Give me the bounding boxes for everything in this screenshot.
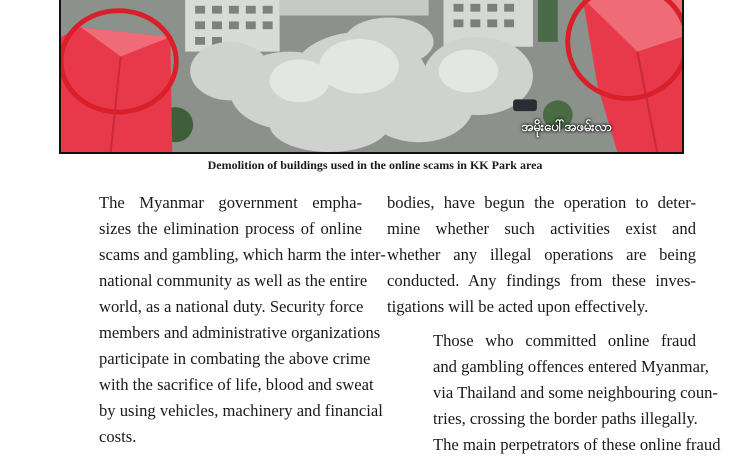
article-column-right xyxy=(387,190,721,458)
photo-credit-watermark: အမိုးပေါ်အဖမ်းလာ xyxy=(521,120,612,135)
text-line: via Thailand and some neighbouring coun- xyxy=(433,383,718,402)
text-line: tries, crossing the border paths illegally. xyxy=(433,409,698,428)
text-line: by using vehicles, machinery and financial xyxy=(99,401,383,420)
text-line: conducted. Any findings from these inves- xyxy=(387,271,696,290)
text-line: members and administrative organizations xyxy=(99,323,381,342)
text-line: sizes the elimination process of online xyxy=(99,219,362,238)
text-line: The main perpetrators of these online fraud xyxy=(433,435,721,454)
text-line: participate in combating the above crime xyxy=(99,349,371,368)
text-line: world, as a national duty. Security force xyxy=(99,297,364,316)
text-line: and gambling offences entered Myanmar, xyxy=(433,357,709,376)
text-line: whether any illegal operations are being xyxy=(387,245,696,264)
article-paragraph xyxy=(387,328,721,458)
article-paragraph xyxy=(387,190,696,320)
text-line: costs. xyxy=(99,427,137,446)
text-line: bodies, have begun the operation to deter- xyxy=(387,193,696,212)
text-line: Those who committed online fraud xyxy=(433,331,696,350)
article-column-left xyxy=(53,190,386,450)
photo-caption: Demolition of buildings used in the online scams in KK Park area xyxy=(207,158,543,172)
text-line: The Myanmar government empha- xyxy=(99,193,362,212)
text-line: tigations will be acted upon effectively. xyxy=(387,297,649,316)
text-line: scams and gambling, which harm the inter- xyxy=(99,245,386,264)
text-line: mine whether such activities exist and xyxy=(387,219,696,238)
text-line: national community as well as the entire xyxy=(99,271,368,290)
text-line: with the sacrifice of life, blood and sweat xyxy=(99,375,374,394)
demolition-photo xyxy=(59,0,684,154)
article-paragraph xyxy=(53,190,386,450)
